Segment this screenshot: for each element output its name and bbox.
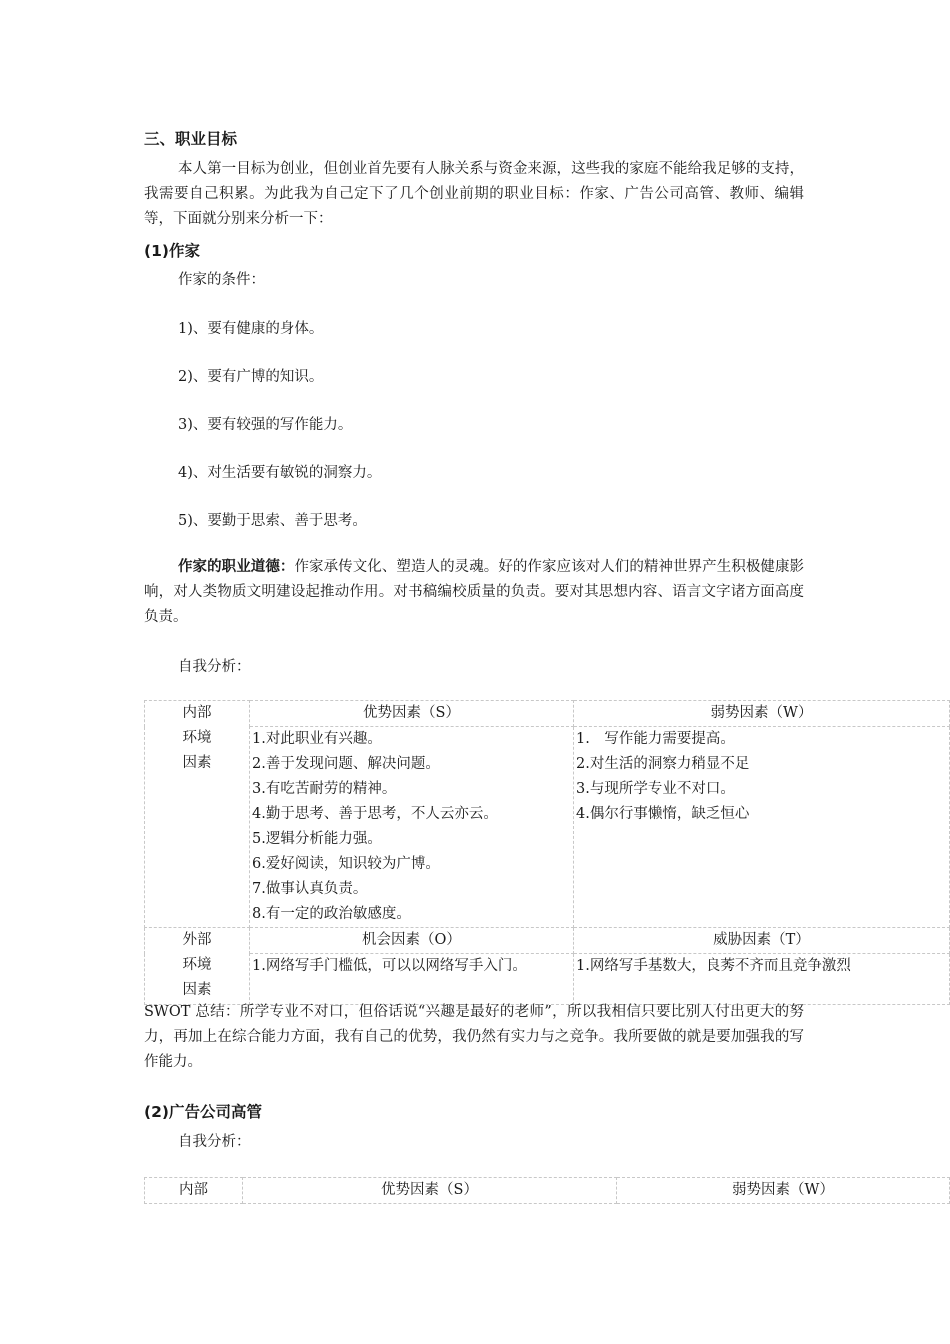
list-item: 6.爱好阅读，知识较为广博。 [252,856,440,872]
writer-condition-item: 4)、对生活要有敏锐的洞察力。 [178,465,382,481]
list-item: 1.网络写手基数大，良莠不齐而且竞争激烈 [576,958,851,974]
internal-factors-label: 内部 [145,1178,243,1204]
writer-condition-item: 5)、要勤于思索、善于思考。 [178,513,367,529]
weaknesses-header: 弱势因素（W） [617,1178,950,1204]
threats-header: 威胁因素（T） [574,928,950,954]
writer-swot-table [144,700,950,1005]
list-item: 3.有吃苦耐劳的精神。 [252,781,397,797]
external-factors-label: 外部 环境 因素 [145,928,250,1005]
swot-external-header-row [145,928,950,954]
list-item: 1.网络写手门槛低，可以以网络写手入门。 [252,958,527,974]
threats-list [574,954,950,1005]
writer-condition-item: 2)、要有广博的知识。 [178,369,324,385]
section-title: 三、职业目标 [144,130,238,148]
ad-exec-self-analysis-label: 自我分析： [178,1134,251,1150]
list-item: 2.善于发现问题、解决问题。 [252,756,440,772]
weaknesses-list [574,727,950,928]
strengths-header: 优势因素（S） [250,701,574,727]
strengths-list [250,727,574,928]
list-item: 3.与现所学专业不对口。 [576,781,735,797]
list-item: 5.逻辑分析能力强。 [252,831,382,847]
writer-ethics-paragraph [144,554,804,630]
opportunities-header: 机会因素（O） [250,928,574,954]
weaknesses-header: 弱势因素（W） [574,701,950,727]
list-item: 2.对生活的洞察力稍显不足 [576,756,750,772]
swot-summary-paragraph: SWOT 总结：所学专业不对口，但俗话说“兴趣是最好的老师”，所以我相信只要比别人付出更大的努力，再加上在综合能力方面，我有自己的优势，我仍然有实力与之竞争。我所要做的就是要加强我的写作能力。 [144,1004,804,1070]
swot-header-row [145,1178,950,1204]
writer-conditions-label: 作家的条件： [178,272,265,288]
list-item: 1. 写作能力需要提高。 [576,731,735,747]
internal-factors-label: 内部 环境 因素 [145,701,250,928]
list-item: 8.有一定的政治敏感度。 [252,906,411,922]
writer-ethics-text: 作家承传文化、塑造人的灵魂。好的作家应该对人们的精神世界产生积极健康影响，对人类物质文明建设起推动作用。对书稿编校质量的负责。要对其思想内容、语言文字诸方面高度负责。 [144,559,805,625]
list-item: 1.对此职业有兴趣。 [252,731,382,747]
opportunities-list [250,954,574,1005]
writer-ethics-lead: 作家的职业道德： [178,558,295,575]
intro-paragraph: 本人第一目标为创业，但创业首先要有人脉关系与资金来源，这些我的家庭不能给我足够的支持，我需要自己积累。为此我为自己定下了几个创业前期的职业目标：作家、广告公司高管、教师、编辑等，下面就分别来分析一下： [144,161,804,227]
list-item: 4.勤于思考、善于思考，不人云亦云。 [252,806,498,822]
writer-title: (1)作家 [144,242,200,260]
swot-external-content-row [145,954,950,1005]
ad-exec-swot-table [144,1177,950,1204]
list-item: 4.偶尔行事懒惰，缺乏恒心 [576,806,750,822]
writer-condition-item: 1)、要有健康的身体。 [178,321,324,337]
list-item: 7.做事认真负责。 [252,881,368,897]
ad-exec-title: (2)广告公司高管 [144,1103,262,1121]
strengths-header: 优势因素（S） [243,1178,617,1204]
swot-internal-content-row [145,727,950,928]
writer-condition-item: 3)、要有较强的写作能力。 [178,417,353,433]
writer-self-analysis-label: 自我分析： [178,659,251,675]
swot-header-row [145,701,950,727]
